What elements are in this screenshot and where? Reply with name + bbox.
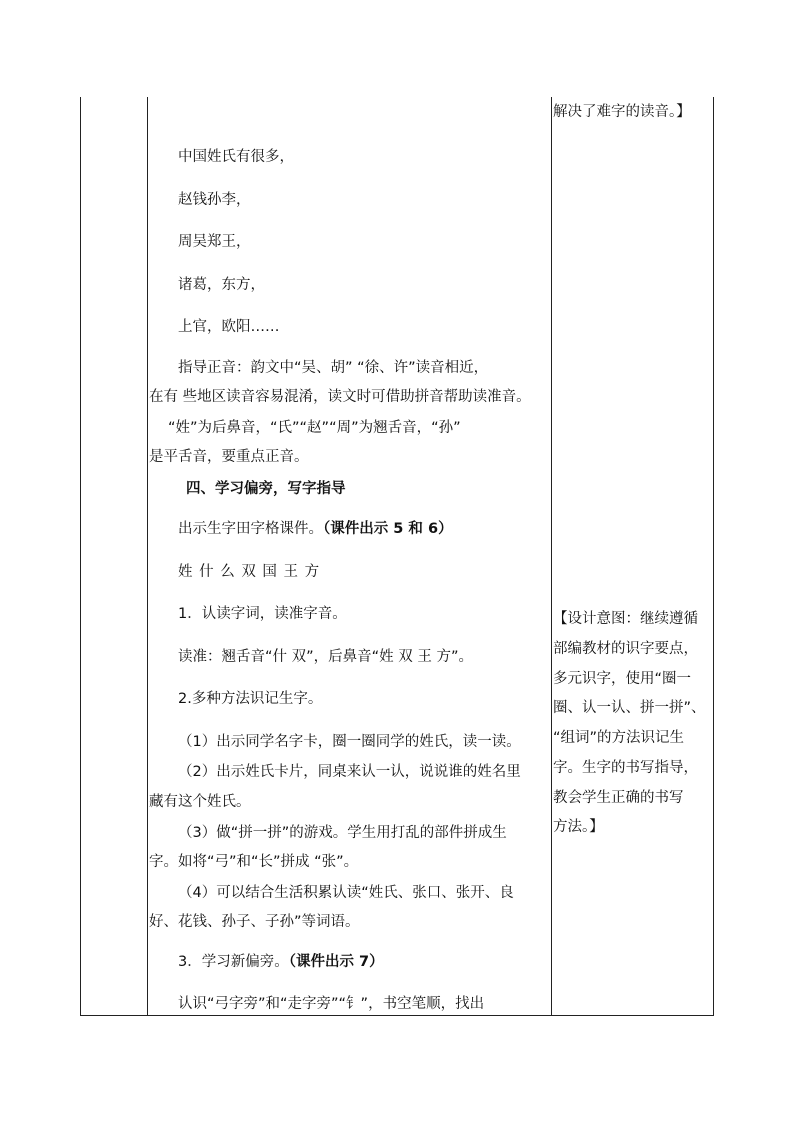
pronunciation-guide: 指导正音：韵文中“吴、胡” “徐、许”读音相近， — [178, 360, 489, 376]
design-intent-line: 方法。】 — [553, 819, 604, 835]
design-intent-line: 圈、认一认、拼一拼”、 — [553, 700, 706, 716]
method-4-cont: 好、花钱、孙子、子孙”等词语。 — [149, 914, 360, 930]
new-characters: 姓 什 么 双 国 王 方 — [178, 564, 320, 580]
poem-line: 周吴郑王， — [178, 234, 251, 250]
courseware-instruction — [178, 522, 580, 537]
design-intent-line: 部编教材的识字要点， — [553, 641, 698, 657]
design-intent-line: 字。生字的书写指导， — [553, 760, 698, 776]
radical-instruction: 认识“弓字旁”和“走字旁”“钅”，书空笔顺，找出 — [178, 996, 485, 1012]
method-3: （3）做“拼一拼”的游戏。学生用打乱的部件拼成生 — [178, 825, 507, 841]
method-2: （2）出示姓氏卡片，同桌来认一认，说说谁的姓名里 — [178, 764, 521, 780]
method-3-cont: 字。如将“弓”和“长”拼成 “张”。 — [149, 854, 359, 870]
pronunciation-guide: “姓”为后鼻音，“氏”“赵”“周”为翘舌音，“孙” — [168, 420, 461, 436]
section-heading: 四、学习偏旁，写字指导 — [186, 481, 346, 497]
design-intent-line: “组词”的方法识记生 — [553, 730, 685, 746]
method-1: （1）出示同学名字卡，圈一圈同学的姓氏，读一读。 — [178, 734, 521, 750]
method-4: （4）可以结合生活积累认读“姓氏、张口、张开、良 — [178, 885, 514, 901]
pronunciation-guide: 在有 些地区读音容易混淆，读文时可借助拼音帮助读准音。 — [149, 389, 531, 405]
step-3-note: （课件出示 7） — [288, 954, 384, 970]
table-right-border — [713, 97, 714, 1015]
poem-line: 赵钱孙李， — [178, 192, 251, 208]
design-intent-line: 多元识字，使用“圈一 — [553, 671, 692, 687]
table-left-border — [80, 97, 81, 1015]
poem-line: 上官，欧阳…… — [178, 319, 280, 335]
step-1: 1．认读字词，读准字音。 — [178, 606, 347, 622]
pronunciation-guide: 是平舌音，要重点正音。 — [149, 449, 309, 465]
poem-line: 诸葛，东方， — [178, 277, 265, 293]
method-2-cont: 藏有这个姓氏。 — [149, 794, 251, 810]
courseware-note: （课件出示 5 和 6） — [323, 521, 453, 537]
design-intent-line: 教会学生正确的书写 — [553, 790, 684, 806]
step-3-text: 3．学习新偏旁。 — [178, 954, 289, 970]
poem-line: 中国姓氏有很多， — [178, 149, 294, 165]
table-bottom-border — [80, 1015, 714, 1016]
courseware-text: 出示生字田字格课件。 — [178, 521, 323, 537]
design-intent-line: 【设计意图：继续遵循 — [553, 611, 698, 627]
table-column-divider-1 — [147, 97, 148, 1015]
design-note-ending: 解决了难字的读音。】 — [553, 104, 691, 120]
step-1-reading: 读准：翘舌音“什 双”，后鼻音“姓 双 王 方”。 — [178, 649, 473, 665]
step-3 — [178, 955, 580, 970]
step-2: 2.多种方法识记生字。 — [178, 691, 323, 707]
